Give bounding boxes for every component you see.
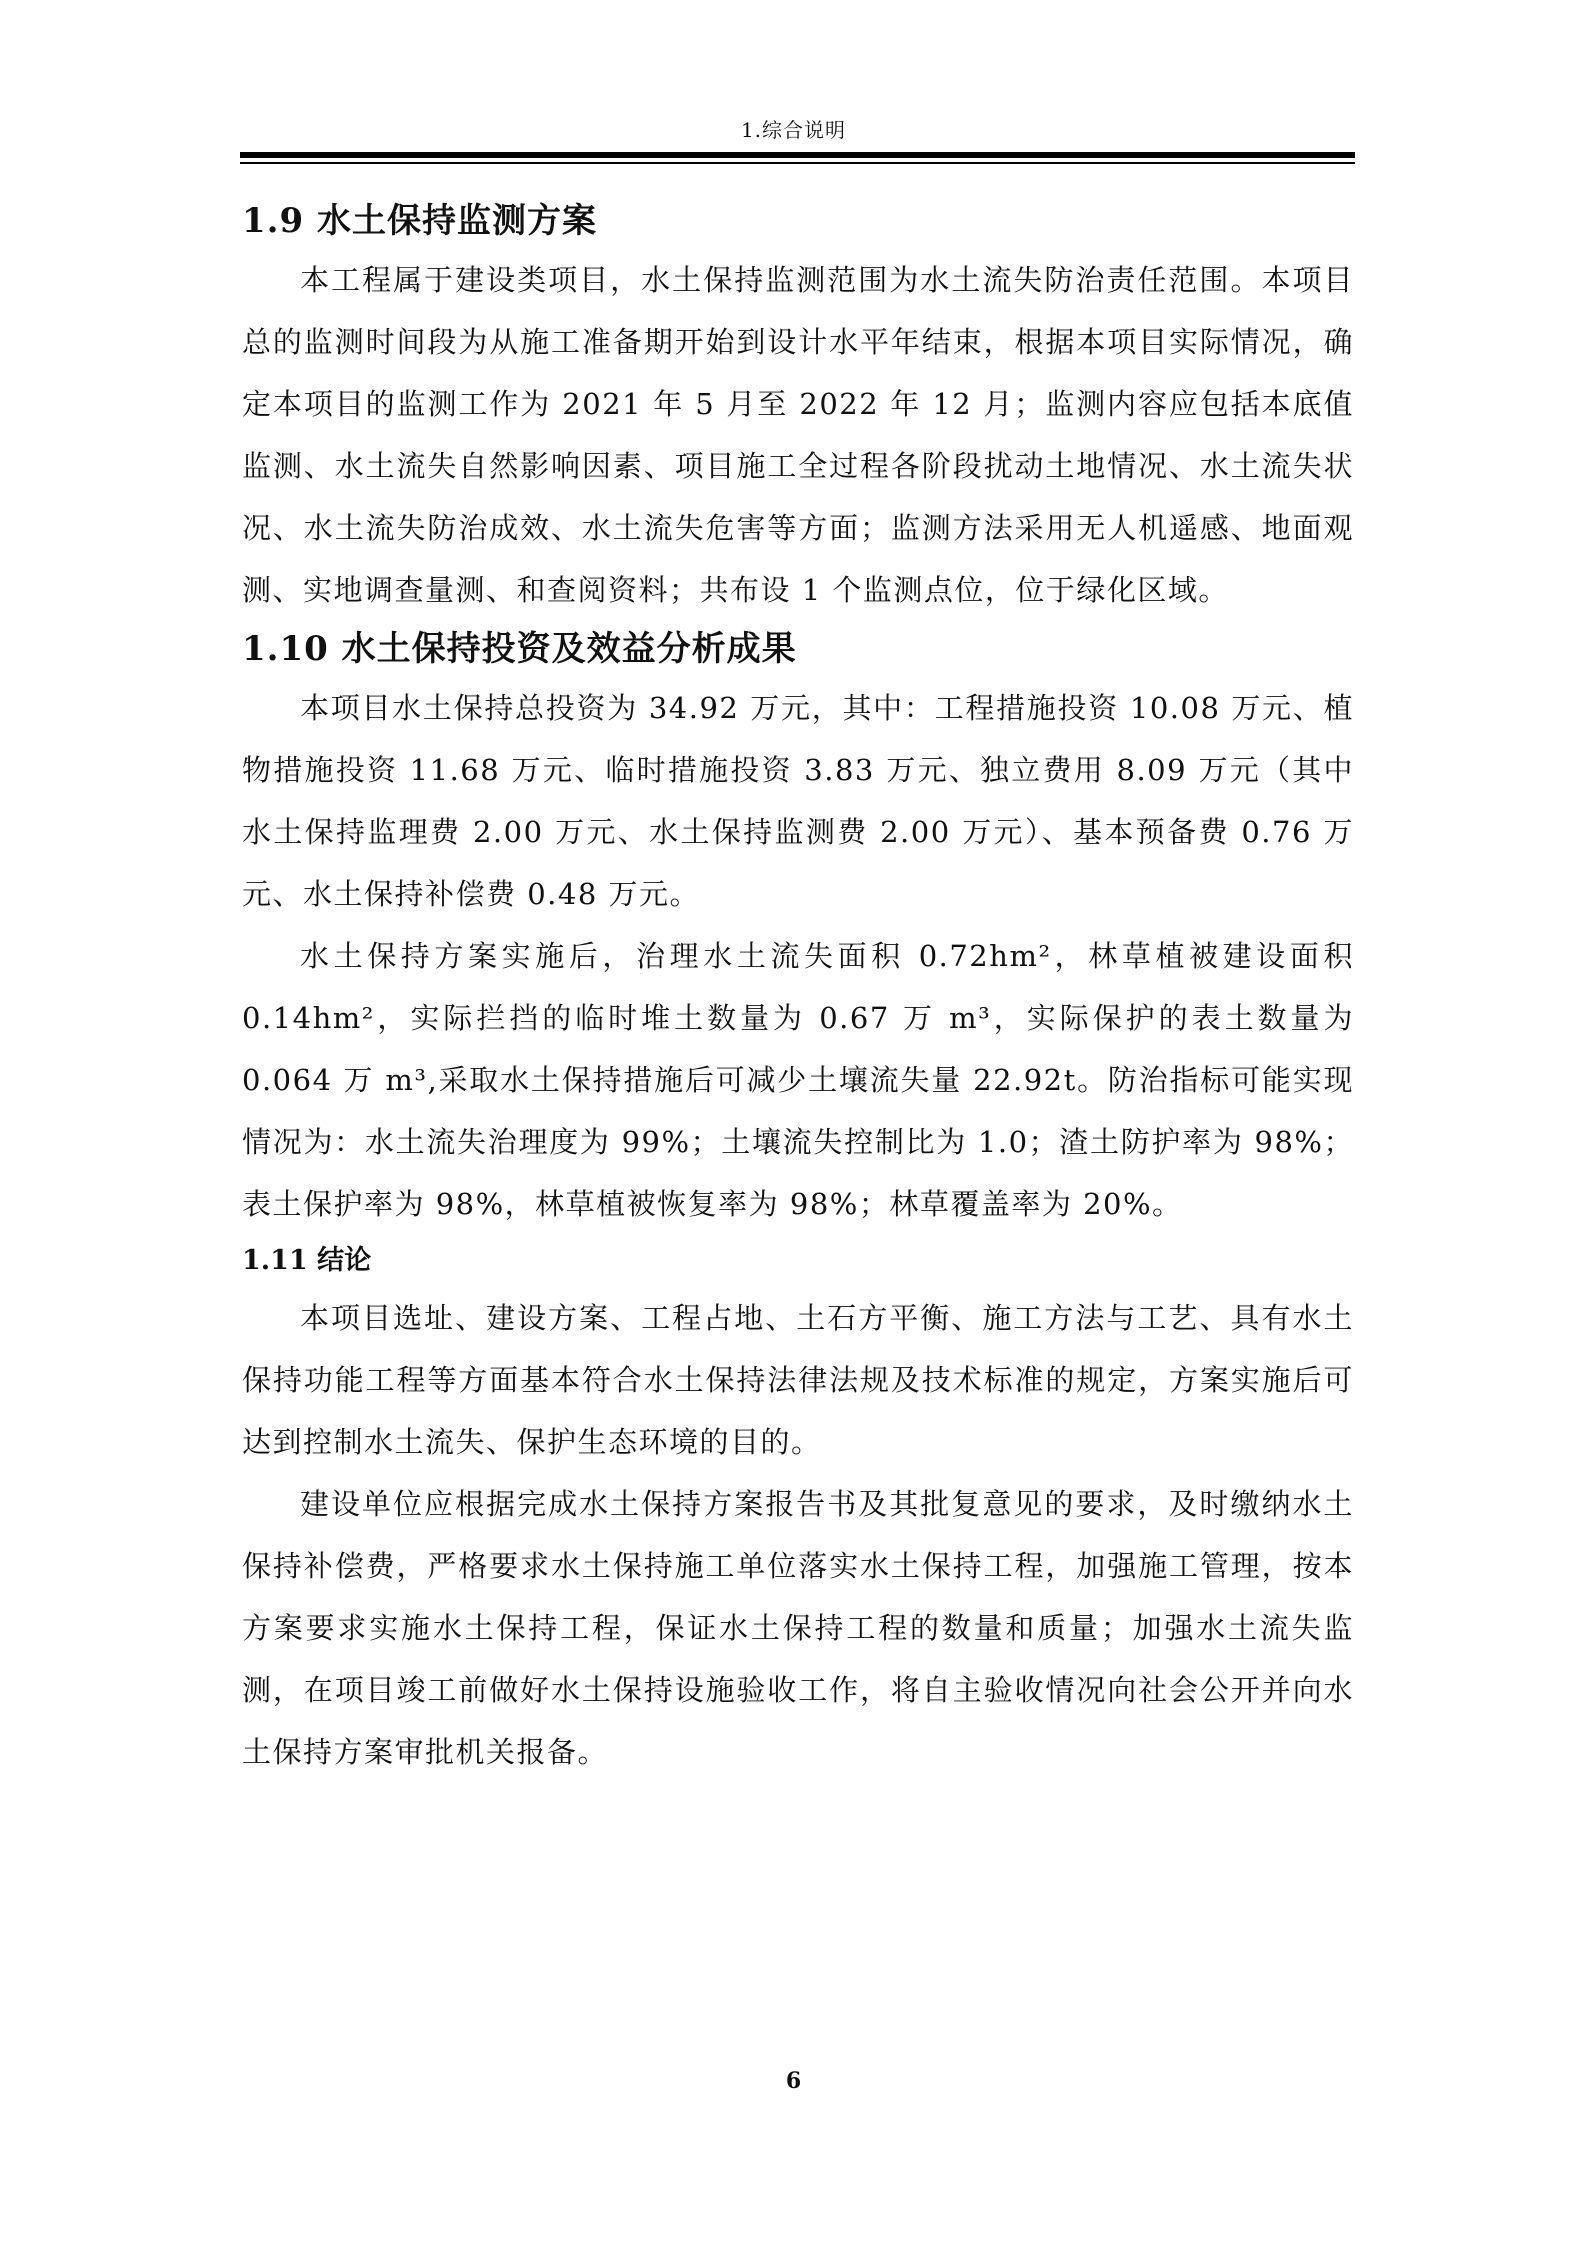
header-rule-thick bbox=[240, 152, 1355, 158]
paragraph-conclusion: 本项目选址、建设方案、工程占地、土石方平衡、施工方法与工艺、具有水土保持功能工程等方面基本符合水土保持法律法规及技术标准的规定，方案实施后可达到控制水土流失、保护生态环境的目的。 bbox=[242, 1301, 1354, 1459]
document-body bbox=[242, 193, 1354, 1783]
section-heading-1-10: 1.10 水土保持投资及效益分析成果 bbox=[242, 629, 797, 669]
paragraph-requirements: 建设单位应根据完成水土保持方案报告书及其批复意见的要求，及时缴纳水土保持补偿费，严格要求水土保持施工单位落实水土保持工程，加强施工管理，按本方案要求实施水土保持工程，保证水土保持工程的数量和质量；加强水土流失监测，在项目竣工前做好水土保持设施验收工作，将自主验收情况向社会公开并向水土保持方案审批机关报备。 bbox=[242, 1487, 1354, 1769]
section-heading-1-9: 1.9 水土保持监测方案 bbox=[242, 201, 597, 241]
page-number: 6 bbox=[785, 2068, 802, 2094]
paragraph-monitoring: 本工程属于建设类项目，水土保持监测范围为水土流失防治责任范围。本项目总的监测时间段为从施工准备期开始到设计水平年结束，根据本项目实际情况，确定本项目的监测工作为 2021 年 5 月至 2022 年 12 月；监测内容应包括本底值监测、水土流失自然影响因素、项目施工全过程各阶段扰动土地情况、水土流失状况、水土流失防治成效、水土流失危害等方面；监测方法采用无人机遥感、地面观测、实地调查量测、和查阅资料；共布设 1 个监测点位，位于绿化区域。 bbox=[242, 263, 1354, 607]
header-rule-thin bbox=[240, 162, 1355, 164]
paragraph-benefits: 水土保持方案实施后，治理水土流失面积 0.72hm²，林草植被建设面积 0.14hm²，实际拦挡的临时堆土数量为 0.67 万 m³，实际保护的表土数量为 0.064 万 m³,采取水土保持措施后可减少土壤流失量 22.92t。防治指标可能实现情况为：水土流失治理度为 99%；土壤流失控制比为 1.0；渣土防护率为 98%；表土保护率为 98%，林草植被恢复率为 98%；林草覆盖率为 20%。 bbox=[242, 939, 1354, 1221]
running-header: 1.综合说明 bbox=[740, 118, 847, 142]
paragraph-investment: 本项目水土保持总投资为 34.92 万元，其中：工程措施投资 10.08 万元、植物措施投资 11.68 万元、临时措施投资 3.83 万元、独立费用 8.09 万元（其中水土保持监理费 2.00 万元、水土保持监测费 2.00 万元）、基本预备费 0.76 万元、水土保持补偿费 0.48 万元。 bbox=[242, 691, 1354, 911]
section-heading-1-11: 1.11 结论 bbox=[242, 1245, 372, 1276]
